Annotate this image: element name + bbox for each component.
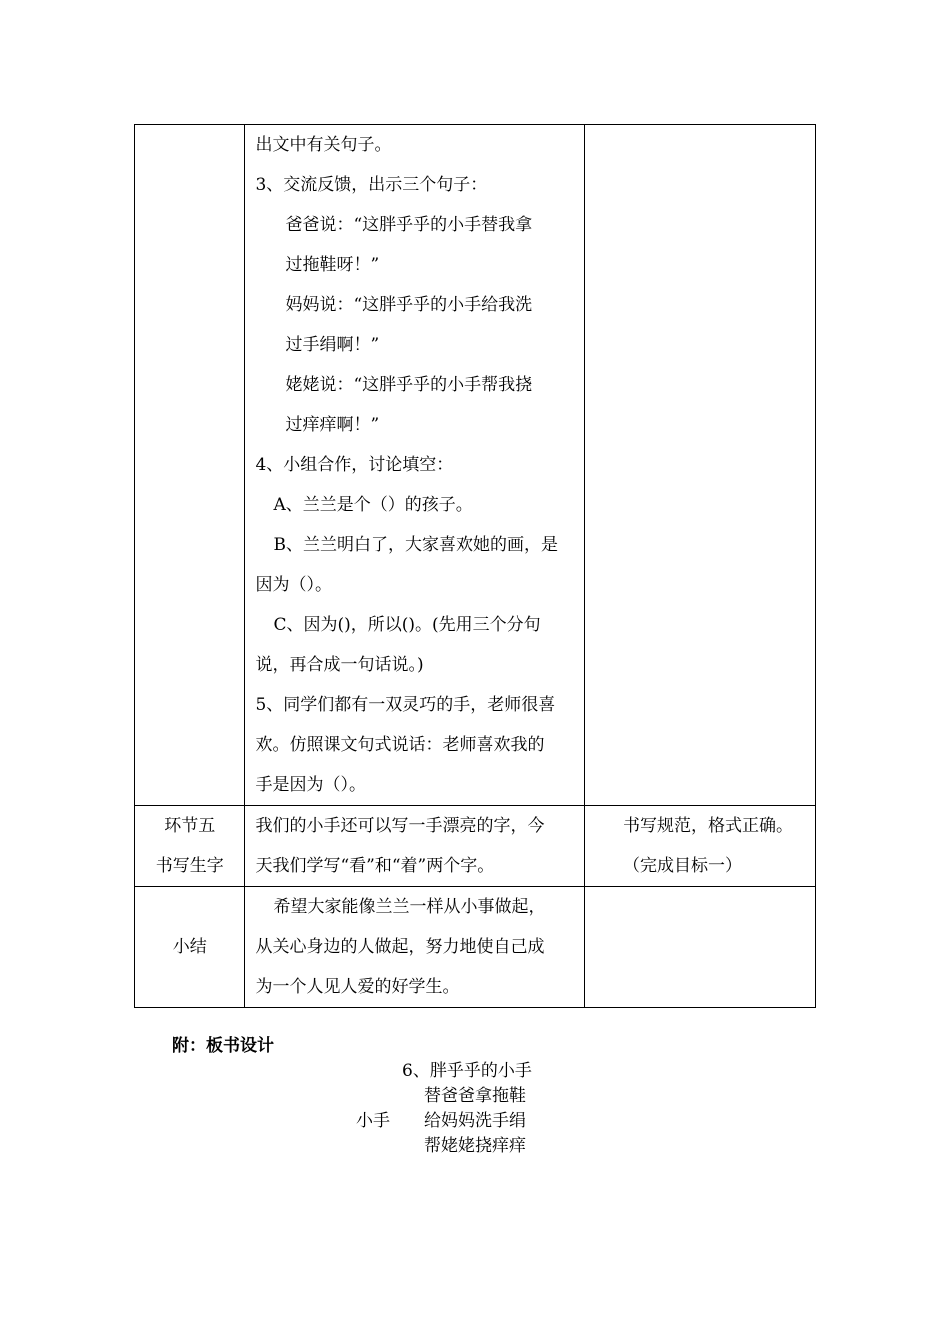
stage-label-line: 书写生字 <box>155 856 224 876</box>
stage-label-line: 环节五 <box>164 816 216 836</box>
summary-label-cell <box>135 887 245 1008</box>
target-line: 书写规范，格式正确。 <box>622 816 793 836</box>
board-line: 替爸爸拿拖鞋 <box>424 1086 526 1106</box>
target-line: （完成目标一） <box>622 856 742 876</box>
content-line: 我们的小手还可以写一手漂亮的字，今 <box>255 816 545 836</box>
board-title: 6、胖乎乎的小手 <box>402 1061 532 1081</box>
content-line: 3、交流反馈，出示三个句子： <box>255 175 488 195</box>
content-line: 说，再合成一句话说。) <box>255 655 424 675</box>
board-line: 帮姥姥挠痒痒 <box>424 1136 526 1156</box>
table-row-stage5 <box>135 806 816 887</box>
stage-cell-empty <box>135 125 245 806</box>
content-line: 4、小组合作，讨论填空： <box>255 455 454 475</box>
table-row-summary <box>135 887 816 1008</box>
content-line: 5、同学们都有一双灵巧的手，老师很喜 <box>255 695 556 715</box>
content-line: A、兰兰是个（）的孩子。 <box>273 495 473 515</box>
board-left-label: 小手 <box>356 1111 390 1131</box>
stage-label-cell <box>135 806 245 887</box>
board-line: 给妈妈洗手绢 <box>424 1111 526 1131</box>
lesson-plan-table <box>134 124 816 1008</box>
summary-label: 小结 <box>172 937 207 957</box>
appendix-title: 附：板书设计 <box>172 1036 274 1056</box>
content-line: 妈妈说：“这胖乎乎的小手给我洗 <box>285 295 533 315</box>
content-line: 过痒痒啊！” <box>285 415 380 435</box>
summary-target-cell-empty <box>584 887 815 1008</box>
content-line: 过手绢啊！” <box>285 335 380 355</box>
target-cell-empty <box>584 125 815 806</box>
content-line: 过拖鞋呀！” <box>285 255 380 275</box>
content-line: 欢。仿照课文句式说话：老师喜欢我的 <box>255 735 545 755</box>
stage-target-cell <box>584 806 815 887</box>
summary-content-cell <box>245 887 584 1008</box>
content-line: 天我们学写“看”和“着”两个字。 <box>255 856 495 876</box>
content-line: 出文中有关句子。 <box>255 135 392 155</box>
content-line: 为一个人见人爱的好学生。 <box>255 977 460 997</box>
table-row-activities <box>135 125 816 806</box>
content-line: B、兰兰明白了，大家喜欢她的画，是 <box>273 535 558 555</box>
content-line: 爸爸说：“这胖乎乎的小手替我拿 <box>285 215 533 235</box>
content-line: 因为（）。 <box>255 575 332 595</box>
content-line: C、因为()，所以()。(先用三个分句 <box>273 615 541 635</box>
content-line: 姥姥说：“这胖乎乎的小手帮我挠 <box>285 375 533 395</box>
stage-content-cell <box>245 806 584 887</box>
content-line: 手是因为（）。 <box>255 775 366 795</box>
content-line: 从关心身边的人做起，努力地使自己成 <box>255 937 545 957</box>
content-line: 希望大家能像兰兰一样从小事做起， <box>273 897 546 917</box>
activity-content-cell <box>245 125 584 806</box>
activity-content <box>245 125 583 805</box>
